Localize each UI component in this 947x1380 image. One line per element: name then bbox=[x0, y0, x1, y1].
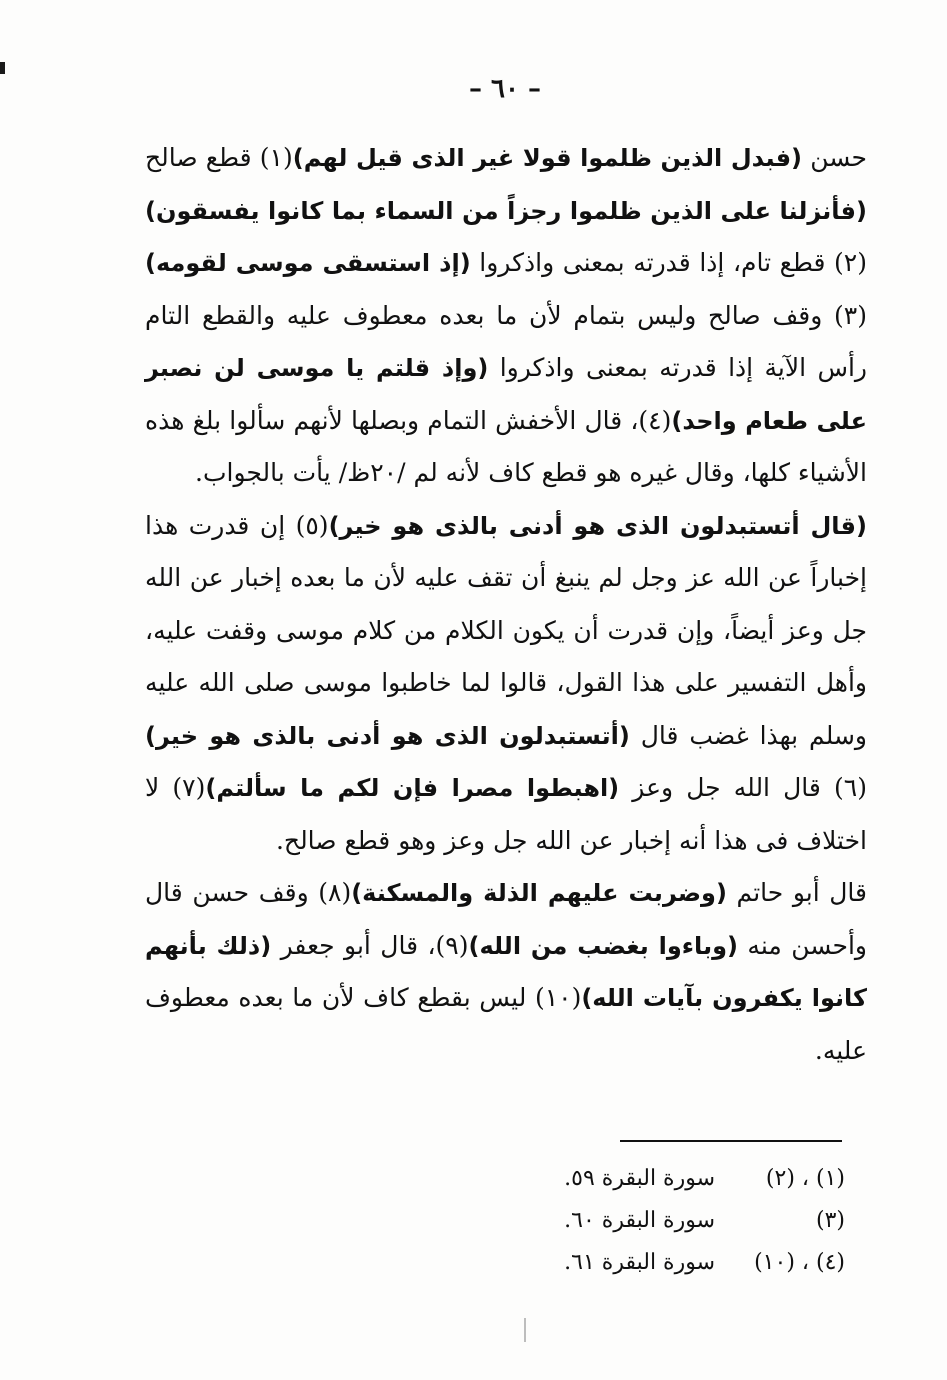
footnotes bbox=[480, 1158, 845, 1284]
commentary-text: (٤)، قال الأخفش التمام وبصلها لأنهم سألوا بلغ هذه الأشياء كلها، وقال غيره هو قطع كاف لأنه لم /٢٠ظ/ يأت بالجواب. bbox=[145, 405, 867, 487]
commentary-text: قال أبو حاتم bbox=[726, 878, 867, 907]
quran-quote: (وضربت عليهم الذلة والمسكنة) bbox=[351, 879, 727, 907]
quran-quote: (وباءوا بغضب من الله) bbox=[468, 931, 738, 960]
quran-quote: (أتستبدلون الذى هو أدنى بالذى هو خير) bbox=[145, 721, 630, 750]
footnote-number: (٤) ، (١٠) bbox=[754, 1250, 845, 1275]
quran-quote: (إذ استسقى موسى لقومه) bbox=[145, 249, 471, 277]
footnote bbox=[480, 1242, 845, 1284]
footnote-reference: سورة البقرة ٦٠. bbox=[564, 1208, 715, 1233]
page-number: – ٦٠ – bbox=[468, 74, 542, 104]
quran-quote: (وإذ قلتم يا موسى لن نصبر على طعام واحد) bbox=[145, 354, 867, 435]
commentary-text: (١٠) ليس بقطع كاف لأن ما بعده معطوف عليه. bbox=[145, 983, 867, 1065]
commentary-text: (٢) قطع تام، إذا قدرته بمعنى واذكروا bbox=[470, 248, 867, 277]
footnote-reference: سورة البقرة ٦١. bbox=[564, 1250, 715, 1275]
quran-quote: (فأنزلنا على الذين ظلموا رجزاً من السماء بما كانوا يفسقون) bbox=[145, 196, 867, 225]
paragraph bbox=[145, 500, 867, 868]
commentary-text: (٨) وقف حسن قال وأحسن منه bbox=[145, 878, 868, 960]
commentary-text: (٧) لا اختلاف فى هذا أنه إخبار عن الله جل وعز وهو قطع صالح. bbox=[145, 773, 867, 855]
paragraph bbox=[145, 867, 867, 1077]
paragraph bbox=[145, 132, 867, 500]
commentary-text: حسن bbox=[802, 143, 868, 172]
commentary-text: (٩)، قال أبو جعفر bbox=[271, 930, 469, 960]
commentary-text: (٥) إن قدرت هذا إخباراً عن الله عز وجل لم ينبغ أن تقف عليه لأن ما بعده إخبار عن الله جل وعز أيضاً، وإن قدرت أن يكون الكلام من كلام موسى وقفت عليه، وأهل التفسير على هذا القول، قالوا لما خاطبوا موسى صلى الله عليه وسلم بهذا غضب قال bbox=[145, 510, 867, 750]
quran-quote: (قال أتستبدلون الذى هو أدنى بالذى هو خير) bbox=[328, 511, 867, 540]
commentary-text: (١) قطع صالح bbox=[145, 143, 293, 172]
scan-edge-mark bbox=[0, 62, 5, 74]
footnote-number: (١) ، (٢) bbox=[765, 1166, 845, 1191]
commentary-text: (٦) قال الله جل وعز bbox=[619, 773, 867, 802]
footnote bbox=[480, 1158, 845, 1200]
footnote-number: (٣) bbox=[815, 1208, 845, 1233]
margin-mark bbox=[524, 1318, 526, 1342]
footnote-reference: سورة البقرة ٥٩. bbox=[564, 1166, 715, 1191]
quran-quote: (اهبطوا مصرا فإن لكم ما سألتم) bbox=[205, 774, 620, 802]
main-text bbox=[145, 132, 867, 1077]
quran-quote: (فبدل الذين ظلموا قولا غير الذى قيل لهم) bbox=[292, 144, 803, 172]
footnote-divider bbox=[620, 1140, 842, 1142]
commentary-text: (٣) وقف صالح وليس بتمام لأن ما بعده معطوف عليه والقطع التام رأس الآية إذا قدرته بمعنى واذكروا bbox=[145, 300, 867, 382]
quran-quote: (ذلك بأنهم كانوا يكفرون بآيات الله) bbox=[145, 931, 867, 1012]
footnote bbox=[480, 1200, 845, 1242]
